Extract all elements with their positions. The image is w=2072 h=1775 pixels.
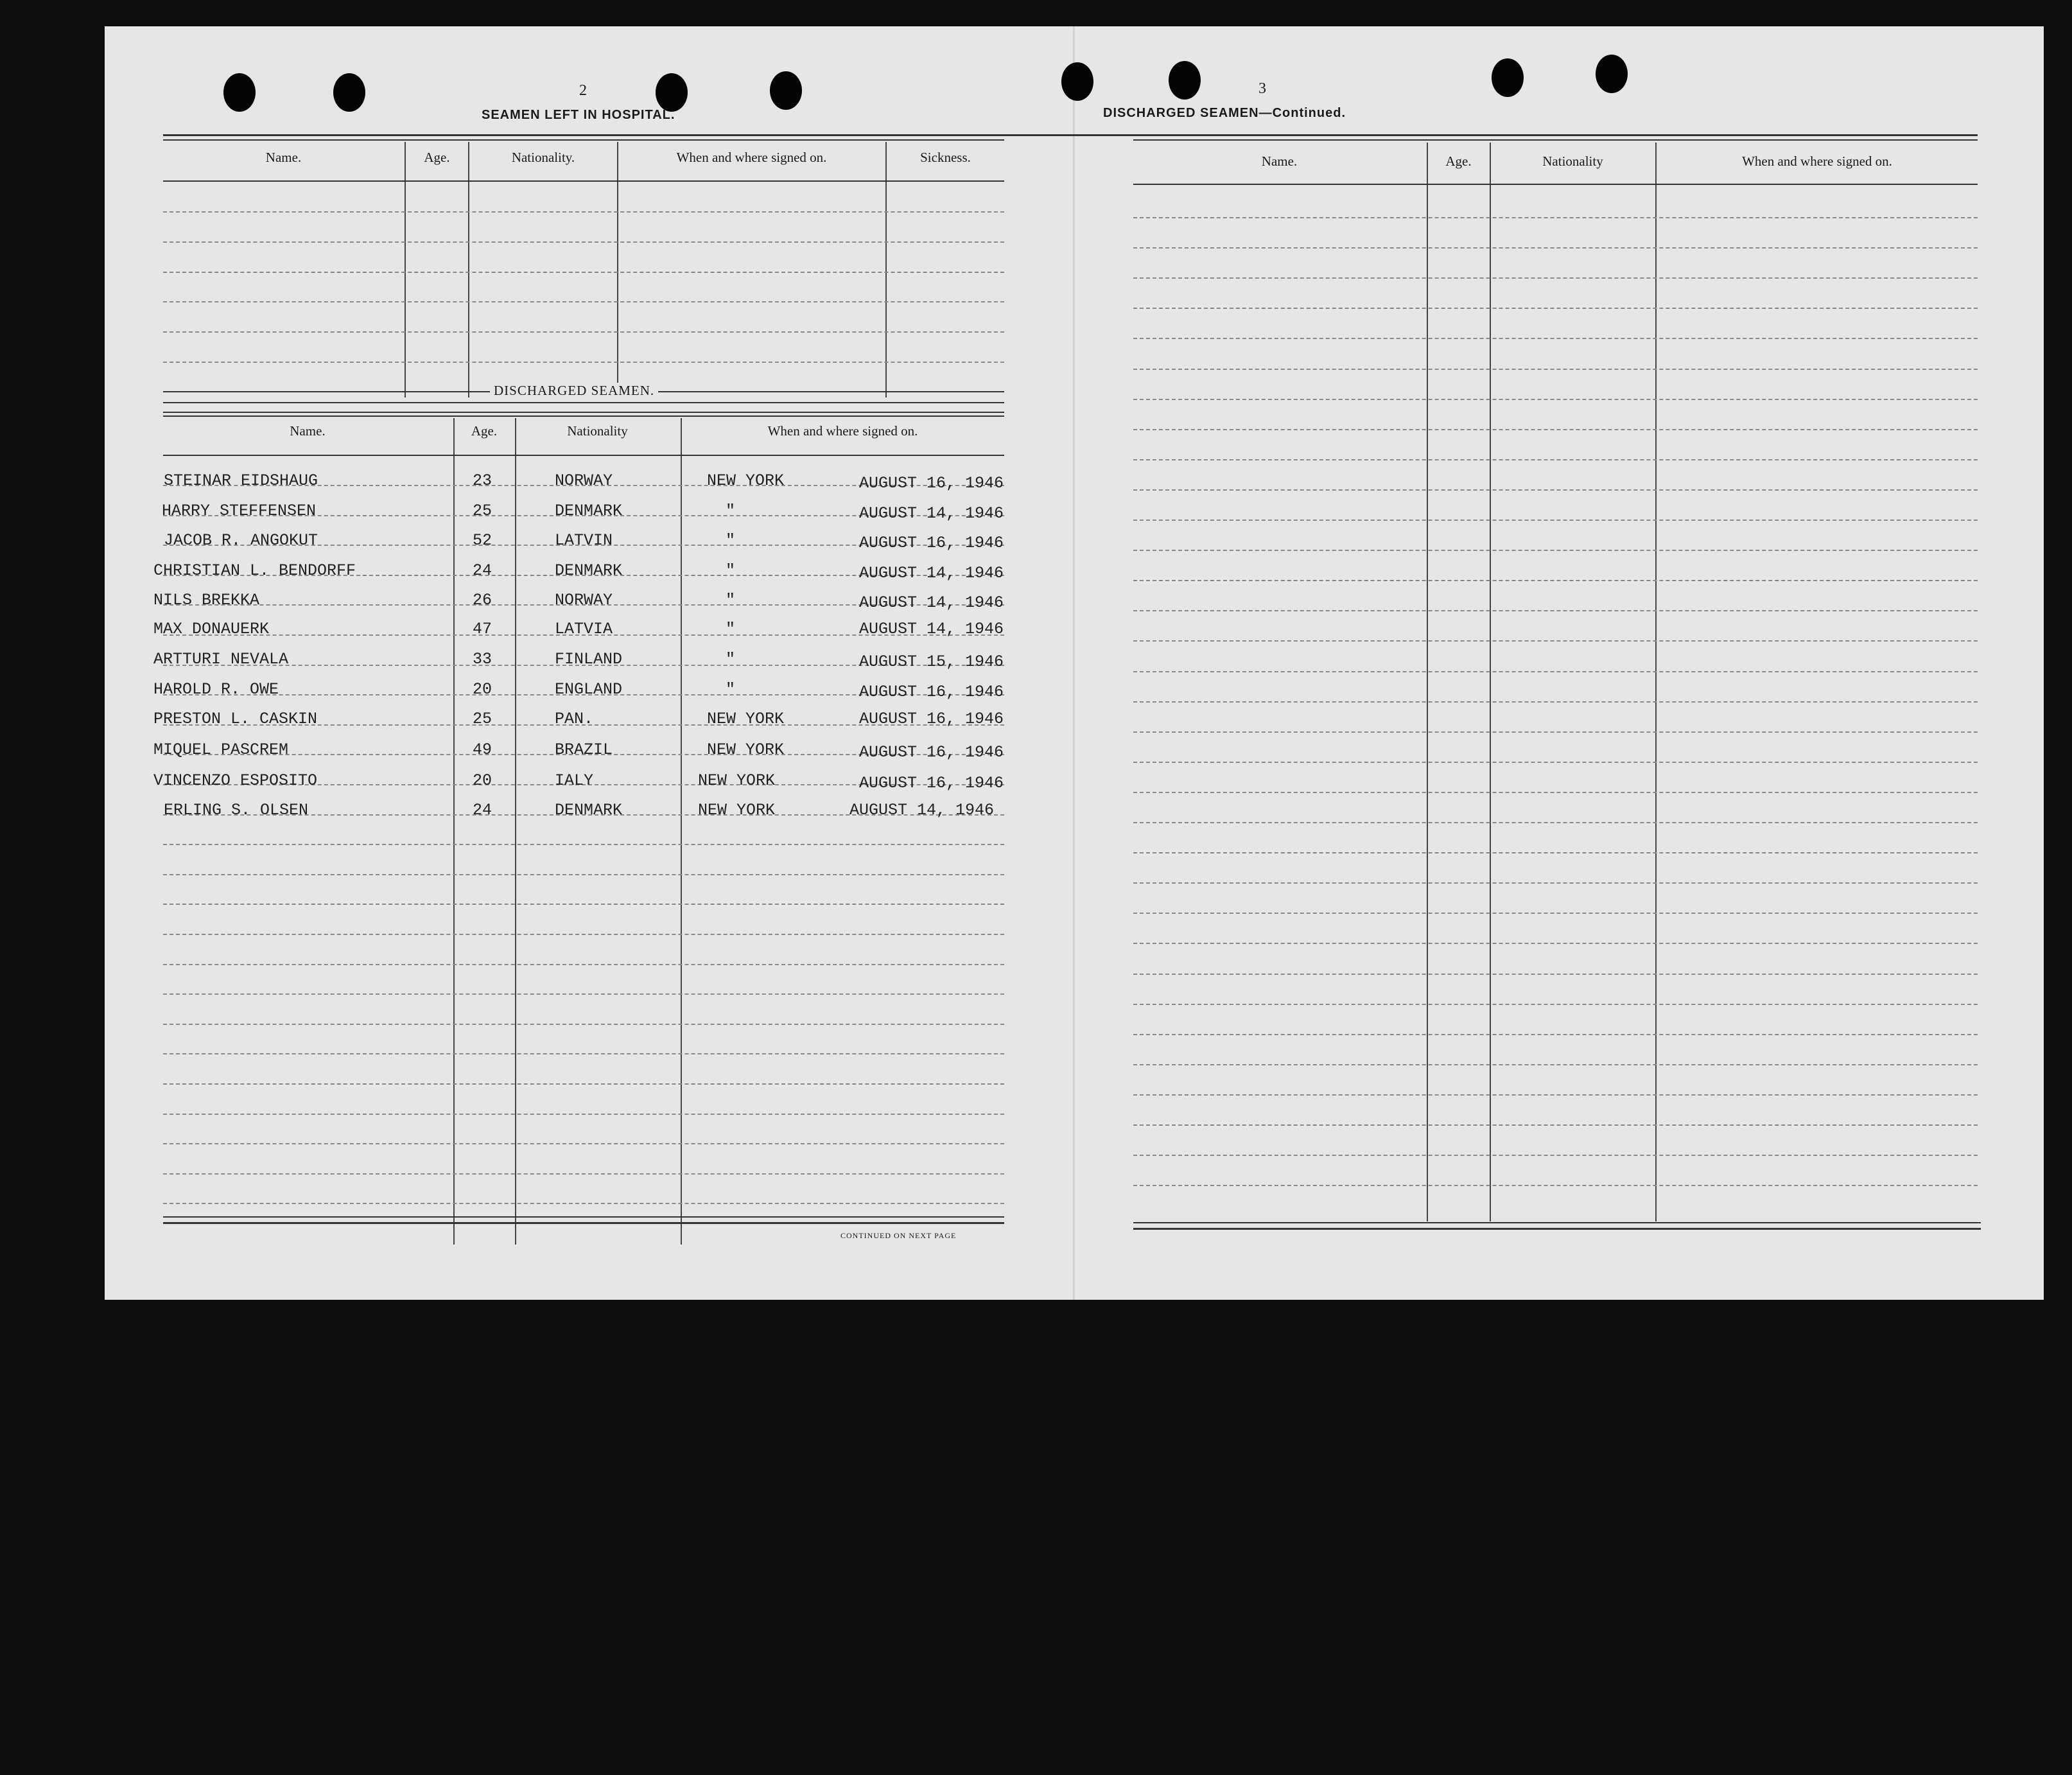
ruled-line (163, 1083, 1004, 1085)
ruled-line (163, 1024, 1004, 1025)
ruled-line (1133, 701, 1978, 703)
signed-on-place: NEW YORK (698, 801, 776, 819)
hospital-col-sickness: Sickness. (920, 150, 971, 165)
seaman-age: 23 (473, 471, 492, 490)
hospital-col-signed-on: When and where signed on. (676, 150, 827, 165)
ruled-line (163, 1143, 1004, 1144)
ruled-line (1133, 640, 1978, 642)
seaman-age: 20 (473, 680, 492, 699)
hospital-col-name: Name. (265, 150, 302, 165)
ruled-line (1133, 913, 1978, 914)
ruled-line (163, 844, 1004, 845)
ruled-line (1133, 671, 1978, 672)
rule (163, 402, 1004, 403)
rule (163, 412, 1004, 413)
signed-on-place: " (726, 650, 736, 669)
ruled-line (1133, 429, 1978, 430)
right-col-age: Age. (1445, 153, 1472, 169)
signed-on-date: AUGUST 14, 1946 (859, 564, 1004, 582)
ruled-line (1133, 580, 1978, 581)
discharged-col-nationality: Nationality (567, 423, 628, 439)
ruled-line (1133, 1094, 1978, 1096)
signed-on-date: AUGUST 14, 1946 (859, 620, 1004, 638)
hospital-section-title: SEAMEN LEFT IN HOSPITAL. (482, 108, 675, 122)
signed-on-date: AUGUST 14, 1946 (859, 504, 1004, 523)
right-col-nationality: Nationality (1542, 153, 1603, 169)
ruled-line (163, 1173, 1004, 1175)
seaman-name: ERLING S. OLSEN (164, 801, 309, 819)
seaman-age: 26 (473, 591, 492, 609)
ruled-line (1133, 520, 1978, 521)
punch-hole (1596, 55, 1628, 93)
punch-hole (333, 73, 365, 112)
seaman-name: PRESTON L. CASKIN (153, 710, 318, 728)
continued-note: CONTINUED ON NEXT PAGE (840, 1231, 957, 1240)
ruled-line (163, 301, 1004, 302)
signed-on-date: AUGUST 16, 1946 (859, 534, 1004, 552)
seaman-name: STEINAR EIDSHAUG (164, 471, 318, 490)
rule (1133, 184, 1978, 185)
signed-on-date: AUGUST 16, 1946 (859, 710, 1004, 728)
seaman-age: 33 (473, 650, 492, 669)
ruled-line (1133, 308, 1978, 309)
right-col-name: Name. (1261, 153, 1298, 169)
signed-on-place: " (726, 561, 736, 580)
punch-hole (223, 73, 256, 112)
seaman-nationality: NORWAY (555, 471, 613, 490)
ruled-line (1133, 1064, 1978, 1065)
ruled-line (1133, 277, 1978, 279)
ruled-line (1133, 762, 1978, 763)
seaman-nationality: DENMARK (555, 561, 623, 580)
ruled-line (1133, 338, 1978, 339)
ruled-line (1133, 974, 1978, 975)
ruled-line (1133, 550, 1978, 551)
seaman-name: MIQUEL PASCREM (153, 740, 289, 759)
seaman-nationality: LATVIN (555, 531, 613, 550)
seaman-nationality: PAN. (555, 710, 594, 728)
ruled-line (163, 331, 1004, 333)
seaman-nationality: IALY (555, 771, 594, 790)
signed-on-date: AUGUST 15, 1946 (859, 652, 1004, 671)
seaman-name: ARTTURI NEVALA (153, 650, 289, 669)
signed-on-place: NEW YORK (707, 471, 785, 490)
punch-hole (770, 71, 802, 110)
right-col-signed-on: When and where signed on. (1742, 153, 1892, 169)
signed-on-place: NEW YORK (707, 740, 785, 759)
column-divider (1427, 143, 1428, 1221)
column-divider (1655, 143, 1657, 1221)
seaman-name: JACOB R. ANGOKUT (164, 531, 318, 550)
rule (1133, 1222, 1981, 1223)
punch-hole (1061, 62, 1093, 101)
ruled-line (1133, 1185, 1978, 1186)
column-divider (1490, 143, 1491, 1221)
punch-hole (1492, 58, 1524, 97)
seaman-age: 24 (473, 561, 492, 580)
signed-on-place: " (726, 591, 736, 609)
ruled-line (1133, 1004, 1978, 1005)
signed-on-date: AUGUST 16, 1946 (859, 774, 1004, 792)
rule (1133, 1228, 1981, 1230)
seaman-age: 25 (473, 502, 492, 520)
ruled-line (1133, 882, 1978, 884)
rule (1133, 139, 1978, 141)
rule (1133, 134, 1978, 136)
punch-hole (1169, 61, 1201, 100)
punch-hole (656, 73, 688, 112)
rule (163, 1222, 1004, 1224)
hospital-col-age: Age. (424, 150, 450, 165)
seaman-name: VINCENZO ESPOSITO (153, 771, 318, 790)
column-divider (515, 418, 516, 1245)
ruled-line (1133, 731, 1978, 733)
ruled-line (163, 1053, 1004, 1054)
signed-on-date: AUGUST 16, 1946 (859, 743, 1004, 762)
ruled-line (1133, 247, 1978, 249)
ruled-line (1133, 1124, 1978, 1126)
discharged-col-name: Name. (290, 423, 326, 439)
seaman-nationality: NORWAY (555, 591, 613, 609)
rule (163, 415, 1004, 417)
ruled-line (1133, 369, 1978, 370)
signed-on-date: AUGUST 14, 1946 (849, 801, 995, 819)
ruled-line (163, 964, 1004, 965)
seaman-nationality: FINLAND (555, 650, 623, 669)
hospital-col-nationality: Nationality. (511, 150, 575, 165)
discharged-section-title: DISCHARGED SEAMEN. (490, 383, 658, 399)
seaman-age: 25 (473, 710, 492, 728)
left-page (105, 26, 1074, 1300)
seaman-age: 49 (473, 740, 492, 759)
ruled-line (1133, 943, 1978, 944)
seaman-age: 52 (473, 531, 492, 550)
seaman-name: HAROLD R. OWE (153, 680, 279, 699)
rule (163, 455, 1004, 456)
signed-on-place: " (726, 531, 736, 550)
seaman-age: 20 (473, 771, 492, 790)
ruled-line (163, 874, 1004, 875)
seaman-age: 24 (473, 801, 492, 819)
seaman-nationality: DENMARK (555, 801, 623, 819)
ruled-line (163, 934, 1004, 935)
discharged-col-signed-on: When and where signed on. (767, 423, 918, 439)
seaman-nationality: ENGLAND (555, 680, 623, 699)
seaman-name: MAX DONAUERK (153, 620, 270, 638)
rule (163, 134, 1004, 136)
signed-on-date: AUGUST 14, 1946 (859, 593, 1004, 612)
rule (163, 139, 1004, 141)
column-divider (681, 418, 682, 1245)
discharged-col-age: Age. (471, 423, 498, 439)
ruled-line (163, 272, 1004, 273)
ruled-line (163, 1203, 1004, 1204)
signed-on-place: " (726, 502, 736, 520)
ruled-line (1133, 459, 1978, 460)
signed-on-place: " (726, 680, 736, 699)
signed-on-place: " (726, 620, 736, 638)
ruled-line (163, 993, 1004, 995)
seaman-name: CHRISTIAN L. BENDORFF (153, 561, 356, 580)
seaman-age: 47 (473, 620, 492, 638)
signed-on-date: AUGUST 16, 1946 (859, 474, 1004, 493)
page-number: 2 (579, 82, 587, 99)
discharged-continued-title: DISCHARGED SEAMEN—Continued. (1103, 106, 1346, 120)
ruled-line (1133, 1034, 1978, 1035)
ruled-line (163, 904, 1004, 905)
seaman-nationality: BRAZIL (555, 740, 613, 759)
ruled-line (163, 1114, 1004, 1115)
signed-on-place: NEW YORK (707, 710, 785, 728)
rule (163, 1216, 1004, 1218)
signed-on-date: AUGUST 16, 1946 (859, 683, 1004, 701)
ruled-line (1133, 1155, 1978, 1156)
ruled-line (1133, 792, 1978, 793)
seaman-nationality: DENMARK (555, 502, 623, 520)
column-divider (453, 418, 455, 1245)
ruled-line (1133, 610, 1978, 611)
signed-on-place: NEW YORK (698, 771, 776, 790)
ruled-line (1133, 489, 1978, 491)
ruled-line (1133, 852, 1978, 853)
ruled-line (1133, 217, 1978, 218)
ruled-line (163, 362, 1004, 363)
ruled-line (163, 211, 1004, 213)
seaman-name: HARRY STEFFENSEN (162, 502, 317, 520)
ruled-line (1133, 822, 1978, 823)
seaman-nationality: LATVIA (555, 620, 613, 638)
ruled-line (163, 241, 1004, 243)
ruled-line (1133, 399, 1978, 400)
rule (163, 180, 1004, 182)
page-number: 3 (1258, 80, 1266, 97)
seaman-name: NILS BREKKA (153, 591, 260, 609)
